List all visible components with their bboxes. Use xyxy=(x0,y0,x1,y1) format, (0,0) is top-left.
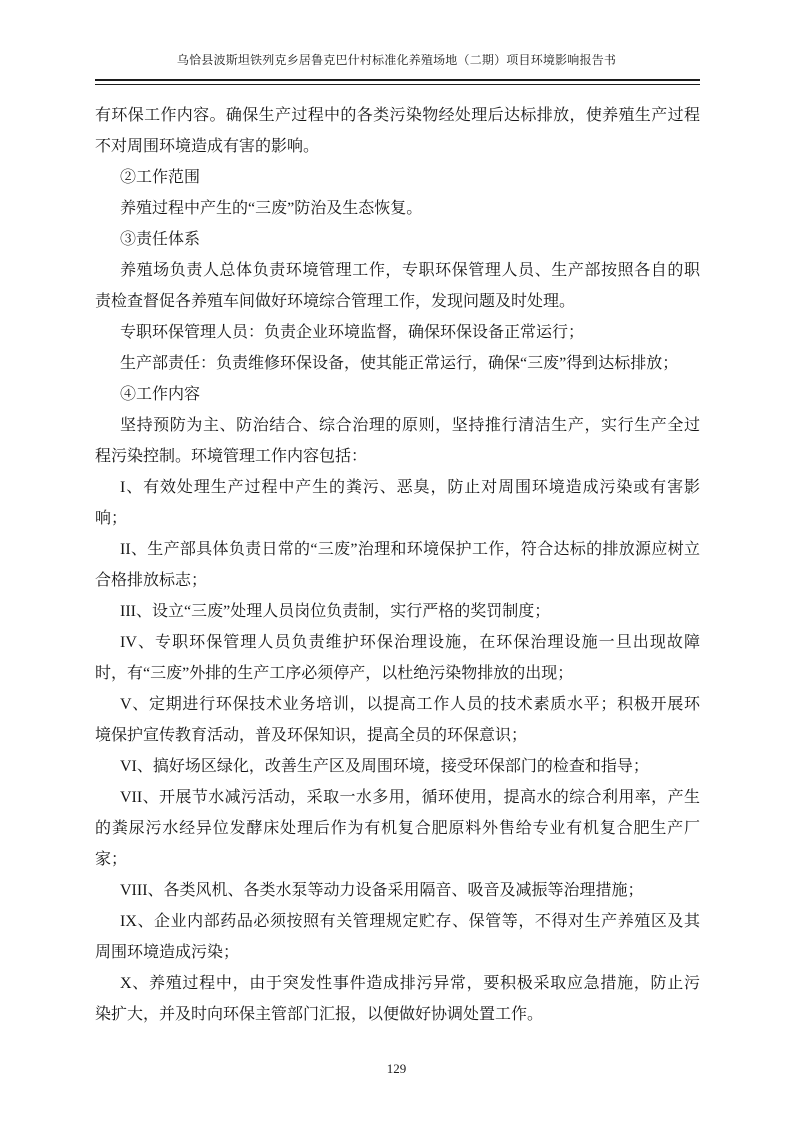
text-line: 境保护宣传教育活动，普及环保知识，提高全员的环保意识； xyxy=(95,727,528,744)
text-line: 不对周围环境造成有害的影响。 xyxy=(95,138,320,155)
text-line: 家； xyxy=(95,851,128,868)
list-item-5: V、定期进行环保技术业务培训，以提高工作人员的技术素质水平；积极开展环 xyxy=(120,696,700,713)
list-item-7: VII、开展节水减污活动，采取一水多用，循环使用，提高水的综合利用率，产生 xyxy=(120,789,700,806)
text-line: 养殖场负责人总体负责环境管理工作，专职环保管理人员、生产部按照各自的职 xyxy=(120,262,700,279)
list-item-10: X、养殖过程中，由于突发性事件造成排污异常，要积极采取应急措施，防止污 xyxy=(120,975,700,992)
heading-responsibility-system: ③责任体系 xyxy=(120,231,201,248)
text-line: 有环保工作内容。确保生产过程中的各类污染物经处理后达标排放，使养殖生产过程 xyxy=(95,107,700,124)
list-item-1: I、有效处理生产过程中产生的粪污、恶臭，防止对周围环境造成污染或有害影 xyxy=(120,479,700,496)
text-line: 责检查督促各养殖车间做好环境综合管理工作，发现问题及时处理。 xyxy=(95,293,576,310)
heading-work-content: ④工作内容 xyxy=(120,386,201,403)
list-item-2: II、生产部具体负责日常的“三废”治理和环境保护工作，符合达标的排放源应树立 xyxy=(120,541,700,558)
list-item-8: VIII、各类风机、各类水泵等动力设备采用隔音、吸音及减振等治理措施； xyxy=(120,882,644,899)
text-line: 专职环保管理人员：负责企业环境监督，确保环保设备正常运行； xyxy=(120,324,585,341)
text-line: 程污染控制。环境管理工作内容包括： xyxy=(95,448,368,465)
header-double-rule xyxy=(95,79,700,85)
text-line: 养殖过程中产生的“三废”防治及生态恢复。 xyxy=(120,200,423,217)
report-header-title: 乌恰县波斯坦铁列克乡居鲁克巴什村标准化养殖场地（二期）项目环境影响报告书 xyxy=(176,53,617,67)
document-body xyxy=(95,100,700,1030)
list-item-3: III、设立“三废”处理人员岗位负责制，实行严格的奖罚制度； xyxy=(120,603,551,620)
list-item-9: IX、企业内部药品必须按照有关管理规定贮存、保管等，不得对生产养殖区及其 xyxy=(120,913,700,930)
text-line: 生产部责任：负责维修环保设备，使其能正常运行，确保“三废”得到达标排放； xyxy=(120,355,679,372)
page-number: 129 xyxy=(386,1061,407,1076)
text-line: 周围环境造成污染； xyxy=(95,944,240,961)
text-line: 染扩大，并及时向环保主管部门汇报，以便做好协调处置工作。 xyxy=(95,1006,544,1023)
text-line: 时，有“三废”外排的生产工序必须停产，以杜绝污染物排放的出现； xyxy=(95,665,574,682)
text-line: 的粪尿污水经异位发酵床处理后作为有机复合肥原料外售给专业有机复合肥生产厂 xyxy=(95,820,700,837)
heading-work-scope: ②工作范围 xyxy=(120,169,201,186)
text-line: 合格排放标志； xyxy=(95,572,208,589)
text-line: 坚持预防为主、防治结合、综合治理的原则，坚持推行清洁生产，实行生产全过 xyxy=(120,417,700,434)
list-item-6: VI、搞好场区绿化，改善生产区及周围环境，接受环保部门的检查和指导； xyxy=(120,758,649,775)
text-line: 响； xyxy=(95,510,128,527)
list-item-4: IV、专职环保管理人员负责维护环保治理设施，在环保治理设施一旦出现故障 xyxy=(120,634,700,651)
